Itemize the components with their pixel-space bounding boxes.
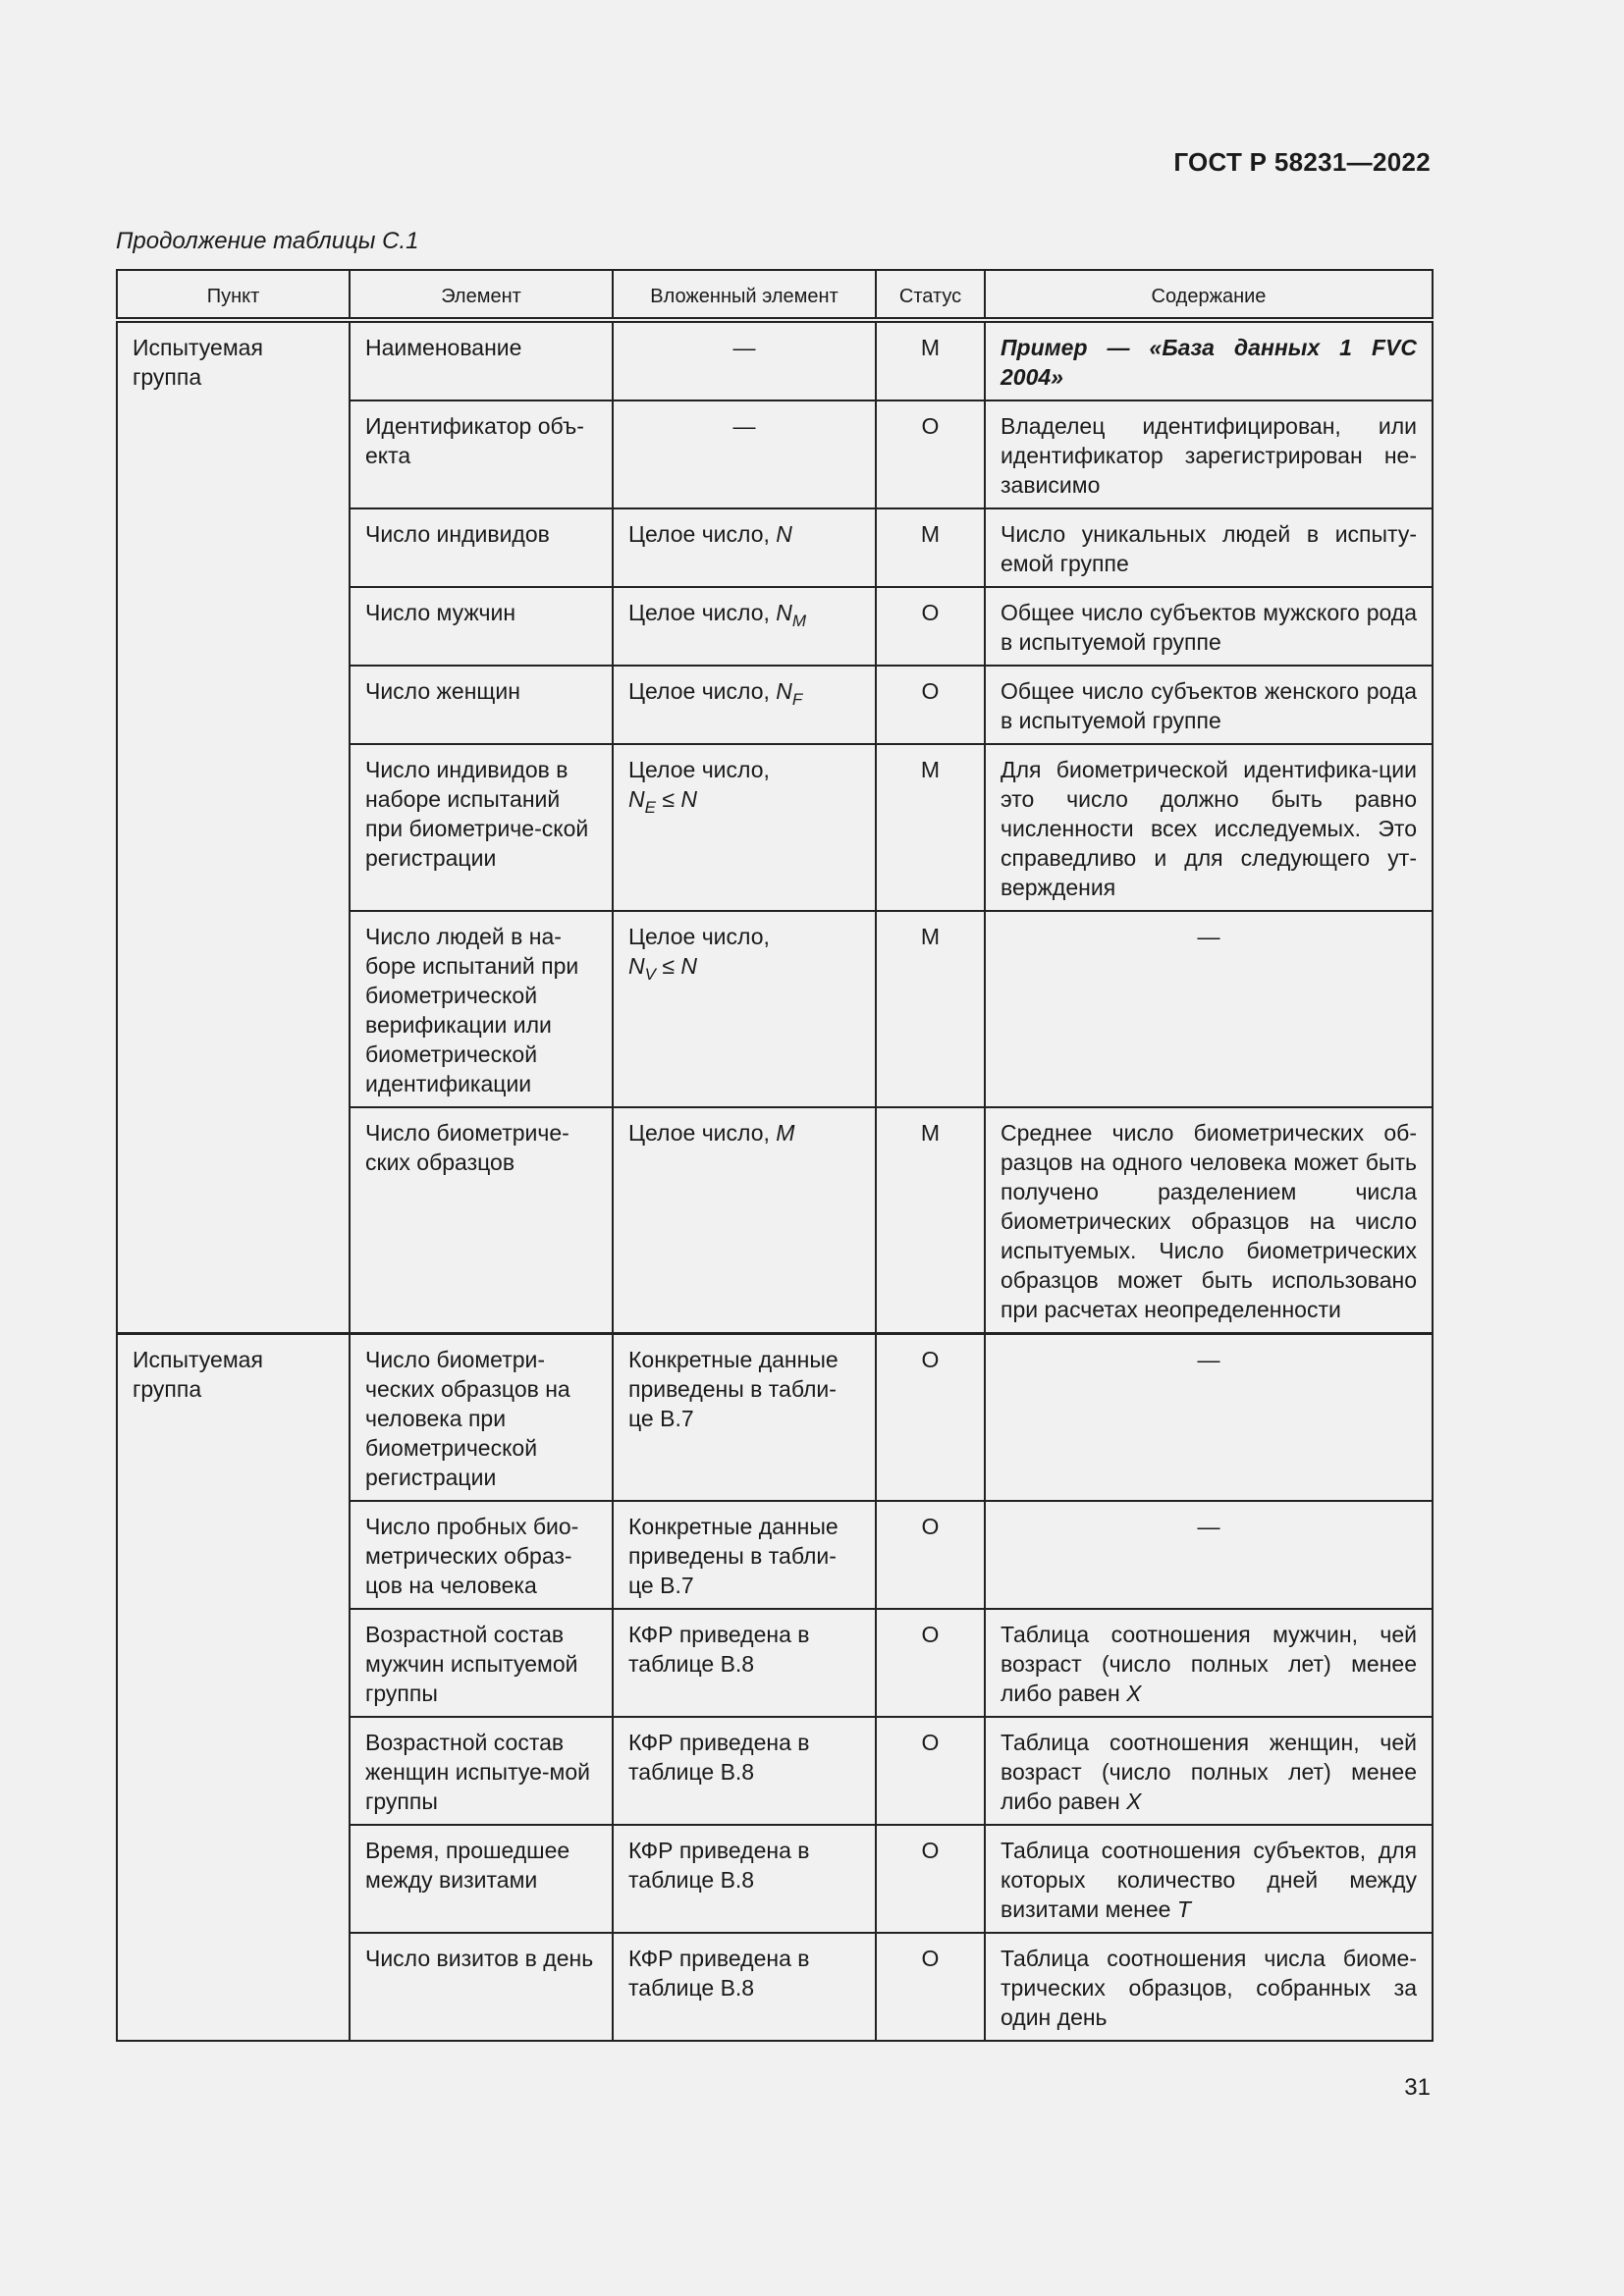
table-row — [117, 320, 1433, 400]
cell-content: — — [985, 911, 1433, 1107]
cell-item: Испытуемая группа — [117, 1334, 350, 2042]
cell-nested: — — [613, 400, 876, 508]
cell-content: Пример — «База данных 1 FVC 2004» — [985, 320, 1433, 400]
col-header-item: Пункт — [117, 270, 350, 320]
col-header-nested: Вложенный элемент — [613, 270, 876, 320]
table-row — [117, 1334, 1433, 1502]
cell-element: Число людей в на-боре испытаний при биометрической верификации или биометрической идентификации — [350, 911, 613, 1107]
cell-status: М — [876, 1107, 985, 1334]
cell-nested: Конкретные данные приведены в табли-це В.7 — [613, 1334, 876, 1502]
col-header-status: Статус — [876, 270, 985, 320]
cell-nested: — — [613, 320, 876, 400]
data-table — [116, 269, 1434, 2042]
cell-content: Для биометрической идентифика-ции это число должно быть равно численности всех исследуемых. Это справедливо и для следующего ут-верждения — [985, 744, 1433, 911]
cell-content: Среднее число биометрических об-разцов на одного человека может быть получено разделением числа биометрических образцов на число испытуемых. Число биометрических образцов может быть использовано при расчетах неопределенности — [985, 1107, 1433, 1334]
table-caption: Продолжение таблицы С.1 — [116, 228, 419, 254]
cell-status: О — [876, 587, 985, 666]
cell-content: — — [985, 1501, 1433, 1609]
cell-element: Возрастной состав женщин испытуе-мой группы — [350, 1717, 613, 1825]
cell-nested: КФР приведена в таблице В.8 — [613, 1609, 876, 1717]
cell-content: Общее число субъектов мужского рода в испытуемой группе — [985, 587, 1433, 666]
cell-item: Испытуемая группа — [117, 320, 350, 1334]
cell-element: Число индивидов в наборе испытаний при биометриче-ской регистрации — [350, 744, 613, 911]
cell-element: Наименование — [350, 320, 613, 400]
cell-content: Владелец идентифицирован, или идентификатор зарегистрирован не-зависимо — [985, 400, 1433, 508]
document-code: ГОСТ Р 58231—2022 — [1173, 147, 1431, 177]
cell-element: Возрастной состав мужчин испытуемой группы — [350, 1609, 613, 1717]
cell-status: М — [876, 508, 985, 587]
cell-status: М — [876, 320, 985, 400]
cell-nested: Целое число, $N_E \le N$ — [613, 744, 876, 911]
cell-status: О — [876, 1933, 985, 2041]
cell-element: Время, прошедшее между визитами — [350, 1825, 613, 1933]
cell-element: Число мужчин — [350, 587, 613, 666]
cell-nested: Целое число, M — [613, 1107, 876, 1334]
cell-content: Таблица соотношения числа биоме-трических образцов, собранных за один день — [985, 1933, 1433, 2041]
cell-element: Число пробных био-метрических образ-цов на человека — [350, 1501, 613, 1609]
cell-nested: КФР приведена в таблице В.8 — [613, 1717, 876, 1825]
cell-status: О — [876, 1501, 985, 1609]
cell-content: — — [985, 1334, 1433, 1502]
cell-status: О — [876, 666, 985, 744]
col-header-element: Элемент — [350, 270, 613, 320]
cell-content: Таблица соотношения субъектов, для которых количество дней между визитами менее T — [985, 1825, 1433, 1933]
cell-content: Таблица соотношения мужчин, чей возраст (число полных лет) менее либо равен X — [985, 1609, 1433, 1717]
cell-element: Идентификатор объ-екта — [350, 400, 613, 508]
cell-content: Число уникальных людей в испыту-емой группе — [985, 508, 1433, 587]
cell-status: О — [876, 400, 985, 508]
cell-element: Число женщин — [350, 666, 613, 744]
cell-content: Общее число субъектов женского рода в испытуемой группе — [985, 666, 1433, 744]
cell-element: Число биометриче-ских образцов — [350, 1107, 613, 1334]
table-header-row — [117, 270, 1433, 320]
cell-status: М — [876, 744, 985, 911]
cell-nested: КФР приведена в таблице В.8 — [613, 1825, 876, 1933]
cell-content: Таблица соотношения женщин, чей возраст (число полных лет) менее либо равен X — [985, 1717, 1433, 1825]
cell-element: Число индивидов — [350, 508, 613, 587]
cell-status: О — [876, 1609, 985, 1717]
table-body — [117, 320, 1433, 2041]
page-number: 31 — [1404, 2074, 1431, 2101]
cell-nested: Конкретные данные приведены в табли-це В.7 — [613, 1501, 876, 1609]
cell-nested: Целое число, $N_V \le N$ — [613, 911, 876, 1107]
cell-status: О — [876, 1825, 985, 1933]
cell-element: Число биометри-ческих образцов на человека при биометрической регистрации — [350, 1334, 613, 1502]
cell-status: М — [876, 911, 985, 1107]
cell-status: О — [876, 1334, 985, 1502]
cell-nested: КФР приведена в таблице В.8 — [613, 1933, 876, 2041]
cell-nested: Целое число, $N_M$ — [613, 587, 876, 666]
cell-nested: Целое число, $N_F$ — [613, 666, 876, 744]
cell-status: О — [876, 1717, 985, 1825]
cell-nested: Целое число, N — [613, 508, 876, 587]
cell-element: Число визитов в день — [350, 1933, 613, 2041]
col-header-content: Содержание — [985, 270, 1433, 320]
